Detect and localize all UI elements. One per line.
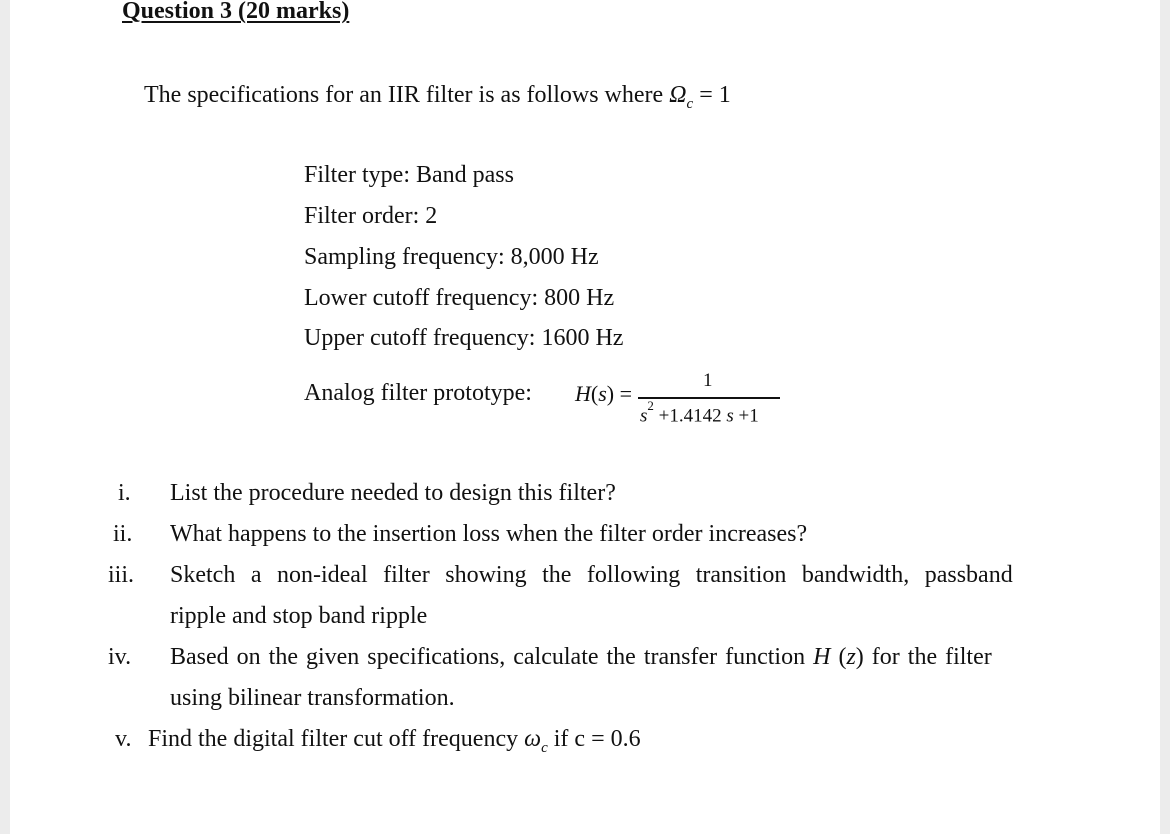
fraction-denominator: $s^2 +1.4142$ s +1 [640, 398, 759, 427]
spec-sampling-frequency: Sampling frequency: 8,000 Hz [304, 244, 599, 270]
question-number: ii. [113, 521, 133, 547]
spec-filter-type: Filter type: Band pass [304, 162, 514, 188]
question-text: Sketch a non-ideal filter showing the following transition bandwidth, passband [170, 562, 1013, 588]
spec-upper-cutoff: Upper cutoff frequency: 1600 Hz [304, 325, 624, 351]
spec-filter-order: Filter order: 2 [304, 203, 438, 229]
question-text: Find the digital filter cut off frequency $\omega_c$ if c = 0.6 [148, 726, 641, 756]
question-text: Based on the given specifications, calculate the transfer function H (z) for the filter [170, 644, 992, 670]
question-text-continued: ripple and stop band ripple [170, 603, 428, 629]
fraction-numerator: 1 [703, 370, 713, 391]
question-text: List the procedure needed to design this filter? [170, 480, 616, 506]
omega-c-symbol: $\omega_c$ [524, 726, 548, 756]
question-title: Question 3 (20 marks) [122, 0, 350, 24]
prototype-label: Analog filter prototype: [304, 380, 532, 406]
prototype-lhs: H(s) = [575, 381, 633, 406]
question-number: iv. [108, 644, 132, 670]
question-text: What happens to the insertion loss when the filter order increases? [170, 521, 808, 547]
document-page [10, 0, 1160, 834]
intro-sentence: The specifications for an IIR filter is as follows where $\Omega_c = 1$ [144, 82, 731, 112]
fraction-bar [638, 397, 780, 399]
question-text-continued: using bilinear transformation. [170, 685, 455, 711]
omega-c-symbol: Ω [669, 82, 687, 108]
spec-lower-cutoff: Lower cutoff frequency: 800 Hz [304, 285, 615, 311]
question-number: iii. [108, 562, 135, 588]
question-number: v. [115, 726, 132, 752]
question-number: i. [118, 480, 131, 506]
